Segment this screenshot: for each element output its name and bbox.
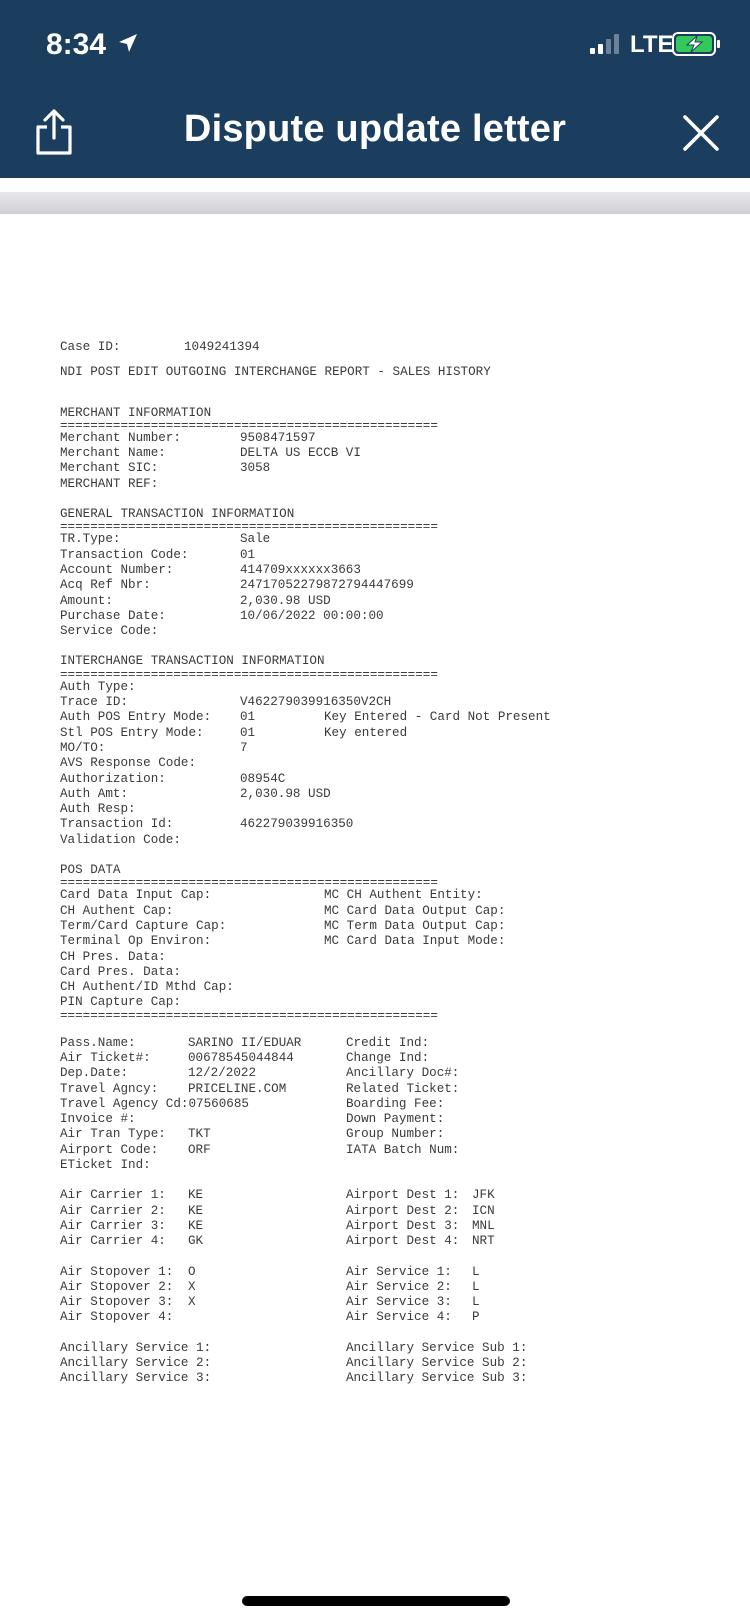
- record-line: [60, 1082, 720, 1097]
- field-value: KE: [188, 1218, 204, 1233]
- status-time: 8:34: [46, 28, 107, 61]
- field-value: L: [472, 1279, 480, 1294]
- field-value: 00678545044844: [188, 1050, 294, 1065]
- field-label: IATA Batch Num:: [346, 1142, 460, 1157]
- section-heading: INTERCHANGE TRANSACTION INFORMATION: [60, 654, 325, 669]
- field-label: Term/Card Capture Cap:: [60, 918, 227, 933]
- field-value: 01: [240, 547, 256, 562]
- field-label: Airport Dest 4:: [346, 1234, 460, 1249]
- case-id-value: 1049241394: [184, 340, 260, 354]
- field-label: Airport Dest 2:: [346, 1203, 460, 1218]
- field-label: Card Pres. Data:: [60, 964, 181, 979]
- signal-icon: [590, 34, 624, 54]
- field-value: V462279039916350V2CH: [240, 695, 392, 710]
- record-line: [60, 1036, 720, 1051]
- field-label: Related Ticket:: [346, 1081, 460, 1096]
- field-label: Airport Dest 3:: [346, 1218, 460, 1233]
- field-value: 3058: [240, 461, 271, 476]
- field-label: Merchant Name:: [60, 446, 166, 461]
- field-label: Air Stopover 2:: [60, 1279, 174, 1294]
- field-value: 12/2/2022: [188, 1066, 257, 1081]
- field-label: Air Carrier 4:: [60, 1234, 166, 1249]
- field-value: 414709xxxxxx3663: [240, 562, 361, 577]
- record-line: [60, 532, 720, 547]
- field-value: 2,030.98 USD: [240, 786, 331, 801]
- field-label: Validation Code:: [60, 832, 181, 847]
- field-label: Down Payment:: [346, 1112, 445, 1127]
- field-value: 2,030.98 USD: [240, 593, 331, 608]
- dispute-document: [60, 340, 720, 1387]
- record-line: [60, 446, 720, 461]
- field-label: Service Code:: [60, 624, 159, 639]
- field-label: Ancillary Service Sub 2:: [346, 1356, 528, 1371]
- record-line: [60, 477, 720, 492]
- field-value: PRICELINE.COM: [188, 1081, 287, 1096]
- field-label: Terminal Op Environ:: [60, 934, 212, 949]
- field-value: L: [472, 1295, 480, 1310]
- record-line: [60, 624, 720, 639]
- field-value: 9508471597: [240, 430, 316, 445]
- record-line: [60, 1280, 720, 1295]
- report-title: NDI POST EDIT OUTGOING INTERCHANGE REPORT - SALES HISTORY: [60, 365, 491, 380]
- home-indicator: [242, 1596, 510, 1606]
- field-value: DELTA US ECCB VI: [240, 446, 361, 461]
- record-line: [60, 548, 720, 563]
- section-heading: GENERAL TRANSACTION INFORMATION: [60, 507, 295, 522]
- field-label: Merchant Number:: [60, 430, 181, 445]
- record-line: [60, 1066, 720, 1081]
- field-label: Ancillary Service Sub 1:: [346, 1340, 528, 1355]
- section-rule: ==================================================: [60, 876, 438, 891]
- record-line: [60, 1097, 720, 1112]
- record-line: [60, 772, 720, 787]
- section-rule: ==================================================: [60, 418, 438, 433]
- field-note: Key Entered - Card Not Present: [324, 710, 551, 725]
- field-label: PIN Capture Cap:: [60, 995, 181, 1010]
- record-line: [60, 1310, 720, 1325]
- field-label: Dep.Date:: [60, 1066, 129, 1081]
- location-arrow-icon: [118, 33, 138, 53]
- field-label: Pass.Name:: [60, 1035, 136, 1050]
- field-value: KE: [188, 1188, 204, 1203]
- field-value: 01: [240, 725, 256, 740]
- field-label: Trace ID:: [60, 695, 129, 710]
- section-rule: ==================================================: [60, 667, 438, 682]
- record-line: [60, 461, 720, 476]
- record-line: [60, 833, 720, 848]
- field-label: Air Carrier 1:: [60, 1188, 166, 1203]
- page-title: Dispute update letter: [183, 108, 567, 150]
- field-label: ETicket Ind:: [60, 1158, 151, 1173]
- field-value: Sale: [240, 532, 271, 547]
- case-id-line: [60, 340, 720, 355]
- network-type: LTE: [630, 31, 674, 58]
- record-line: [60, 919, 720, 934]
- field-label: Air Service 1:: [346, 1264, 452, 1279]
- record-line: [60, 787, 720, 802]
- record-line: [60, 888, 720, 903]
- record-line: [60, 1127, 720, 1142]
- field-label: Amount:: [60, 593, 113, 608]
- field-label: Auth Type:: [60, 679, 136, 694]
- field-label: Credit Ind:: [346, 1035, 430, 1050]
- record-line: [60, 1234, 720, 1249]
- record-line: [60, 710, 720, 725]
- record-line: [60, 965, 720, 980]
- field-value: TKT: [188, 1127, 211, 1142]
- field-label: CH Authent Cap:: [60, 903, 174, 918]
- record-line: [60, 1188, 720, 1203]
- field-value: ORF: [188, 1142, 211, 1157]
- field-value: GK: [188, 1234, 204, 1249]
- field-value: 01: [240, 710, 256, 725]
- top-bar: [0, 0, 750, 178]
- record-line: [60, 680, 720, 695]
- field-label: CH Pres. Data:: [60, 949, 166, 964]
- field-value: 08954C: [240, 771, 286, 786]
- field-label: MC CH Authent Entity:: [324, 888, 483, 903]
- field-value: O: [188, 1264, 196, 1279]
- field-label: Ancillary Doc#:: [346, 1066, 460, 1081]
- field-value: ICN: [472, 1203, 495, 1218]
- field-label: Air Service 4:: [346, 1310, 452, 1325]
- field-value: 7: [240, 740, 248, 755]
- field-label: AVS Response Code:: [60, 756, 197, 771]
- field-label: Merchant SIC:: [60, 461, 159, 476]
- field-value: NRT: [472, 1234, 495, 1249]
- field-value: JFK: [472, 1188, 495, 1203]
- record-line: [60, 1341, 720, 1356]
- field-label: Transaction Code:: [60, 547, 189, 562]
- record-line: [60, 1295, 720, 1310]
- field-label: Travel Agncy:: [60, 1081, 159, 1096]
- field-label: Airport Dest 1:: [346, 1188, 460, 1203]
- section-heading: POS DATA: [60, 863, 121, 878]
- record-line: [60, 980, 720, 995]
- record-line: [60, 1112, 720, 1127]
- field-label: MC Card Data Output Cap:: [324, 903, 506, 918]
- record-line: [60, 594, 720, 609]
- divider: [0, 192, 750, 214]
- close-icon[interactable]: [682, 114, 720, 152]
- record-line: [60, 1204, 720, 1219]
- field-label: Auth Resp:: [60, 802, 136, 817]
- record-line: [60, 802, 720, 817]
- field-note: Key entered: [324, 725, 408, 740]
- field-label: TR.Type:: [60, 532, 121, 547]
- field-value: 462279039916350: [240, 817, 354, 832]
- field-value: P: [472, 1310, 480, 1325]
- record-line: [60, 695, 720, 710]
- field-label: Card Data Input Cap:: [60, 888, 212, 903]
- field-label: Ancillary Service 3:: [60, 1371, 212, 1386]
- field-value: L: [472, 1264, 480, 1279]
- field-label: Air Tran Type:: [60, 1127, 166, 1142]
- record-line: [60, 726, 720, 741]
- record-line: [60, 817, 720, 832]
- field-label: Auth Amt:: [60, 786, 129, 801]
- record-line: [60, 1219, 720, 1234]
- battery-charging-icon: [672, 32, 722, 56]
- field-label: MC Card Data Input Mode:: [324, 934, 506, 949]
- field-label: Air Stopover 1:: [60, 1264, 174, 1279]
- field-label: Air Service 2:: [346, 1279, 452, 1294]
- field-label: MO/TO:: [60, 740, 106, 755]
- field-label: Air Carrier 3:: [60, 1218, 166, 1233]
- section-rule: ==================================================: [60, 1008, 438, 1023]
- field-label: Air Carrier 2:: [60, 1203, 166, 1218]
- record-line: [60, 950, 720, 965]
- field-label: Change Ind:: [346, 1050, 430, 1065]
- field-value: SARINO II/EDUAR: [188, 1035, 302, 1050]
- field-label: Ancillary Service 1:: [60, 1340, 212, 1355]
- record-line: [60, 431, 720, 446]
- record-line: [60, 756, 720, 771]
- field-label: Air Stopover 3:: [60, 1295, 174, 1310]
- field-value: MNL: [472, 1218, 495, 1233]
- field-label: Airport Code:: [60, 1142, 159, 1157]
- field-value: X: [188, 1295, 196, 1310]
- record-line: [60, 1371, 720, 1386]
- field-label: Air Ticket#:: [60, 1050, 151, 1065]
- case-id-label: Case ID:: [60, 340, 121, 354]
- field-label: Air Service 3:: [346, 1295, 452, 1310]
- record-line: [60, 1356, 720, 1371]
- record-line: [60, 741, 720, 756]
- field-label: Air Stopover 4:: [60, 1310, 174, 1325]
- field-label: Travel Agency Cd:07560685: [60, 1096, 249, 1111]
- record-line: [60, 904, 720, 919]
- field-label: CH Authent/ID Mthd Cap:: [60, 980, 234, 995]
- field-label: Boarding Fee:: [346, 1096, 445, 1111]
- field-value: KE: [188, 1203, 204, 1218]
- record-line: [60, 578, 720, 593]
- record-line: [60, 1143, 720, 1158]
- section-rule: ==================================================: [60, 520, 438, 535]
- field-label: Auth POS Entry Mode:: [60, 710, 212, 725]
- section-heading: MERCHANT INFORMATION: [60, 405, 212, 420]
- field-label: Ancillary Service Sub 3:: [346, 1371, 528, 1386]
- record-line: [60, 609, 720, 624]
- record-line: [60, 563, 720, 578]
- field-value: X: [188, 1279, 196, 1294]
- record-line: [60, 1158, 720, 1173]
- field-label: Group Number:: [346, 1127, 445, 1142]
- field-value: 24717052279872794447699: [240, 578, 414, 593]
- field-label: Ancillary Service 2:: [60, 1356, 212, 1371]
- field-label: Account Number:: [60, 562, 174, 577]
- field-value: 10/06/2022 00:00:00: [240, 608, 384, 623]
- field-label: Acq Ref Nbr:: [60, 578, 151, 593]
- field-label: MC Term Data Output Cap:: [324, 918, 506, 933]
- field-label: Transaction Id:: [60, 817, 174, 832]
- field-label: Stl POS Entry Mode:: [60, 725, 204, 740]
- field-label: MERCHANT REF:: [60, 476, 159, 491]
- field-label: Invoice #:: [60, 1112, 136, 1127]
- field-label: Authorization:: [60, 771, 166, 786]
- field-label: Purchase Date:: [60, 608, 166, 623]
- record-line: [60, 1051, 720, 1066]
- record-line: [60, 934, 720, 949]
- record-line: [60, 1265, 720, 1280]
